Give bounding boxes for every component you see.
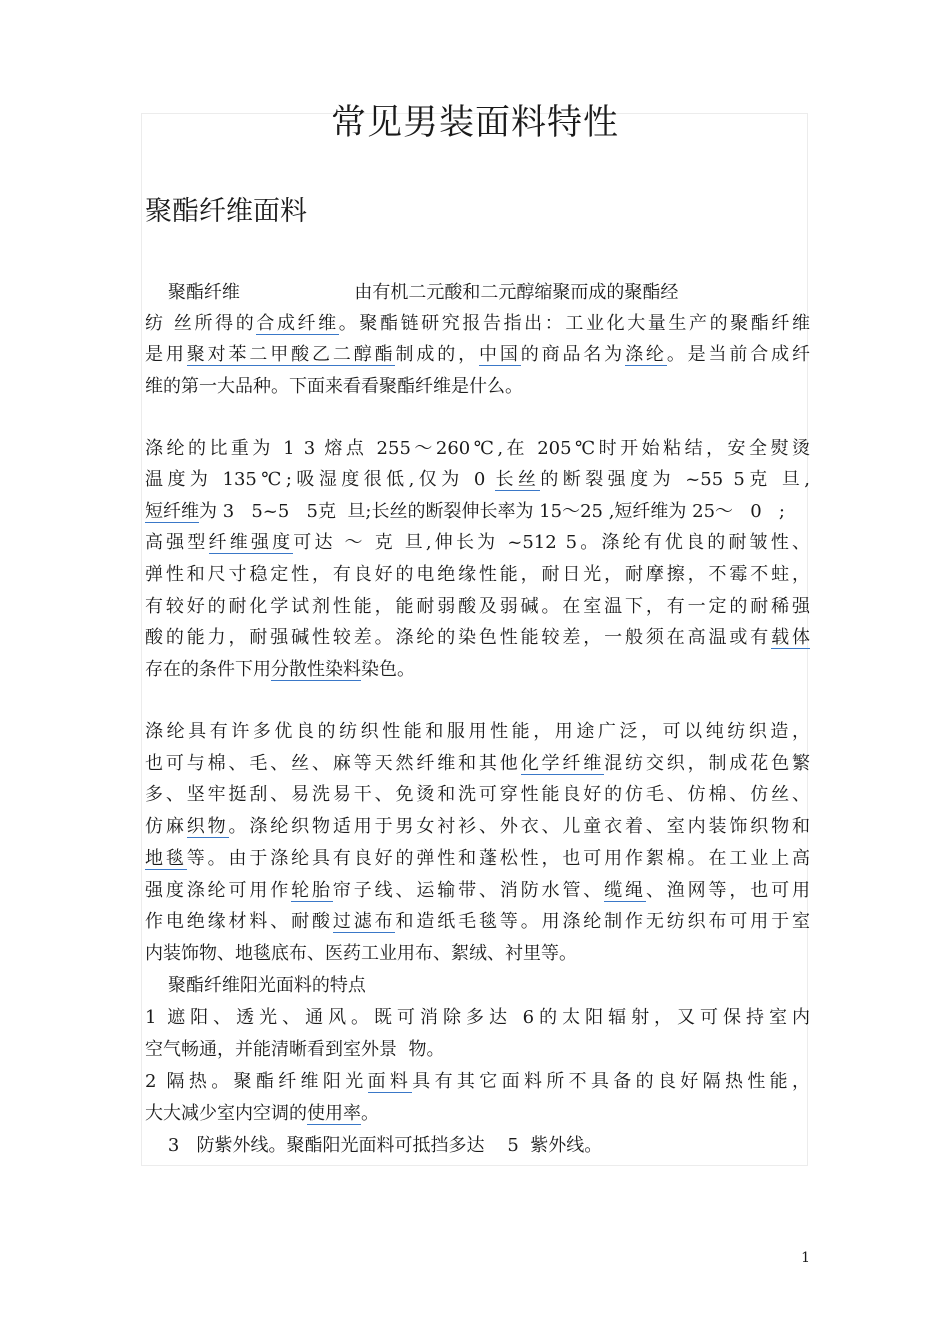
text-run: 。涤纶织物适用于男女衬衫、外衣、儿童衣着、室内装饰织物和	[228, 816, 810, 837]
page-number: 1	[801, 1250, 810, 1266]
text-run: 仿麻	[145, 816, 187, 837]
text-line	[145, 277, 810, 309]
text-run: 高强型	[145, 532, 209, 553]
text-line	[145, 716, 810, 748]
text-run: 是用	[145, 344, 187, 365]
term-link[interactable]: 化学纤维	[520, 753, 605, 774]
text-line	[145, 906, 810, 938]
text-line	[145, 308, 810, 340]
text-run: 1 遮阳、透光、通风。既可消除多达 6的太阳辐射，又可保持室内	[145, 1007, 810, 1028]
text-line	[145, 938, 810, 970]
text-line	[145, 779, 810, 811]
term-link[interactable]: 聚对苯二甲酸乙二醇酯	[186, 344, 396, 365]
text-run: 2 隔热。聚酯纤维阳光	[145, 1071, 368, 1092]
term-link[interactable]: 过滤布	[332, 911, 396, 932]
text-run: 等。由于涤纶具有良好的弹性和蓬松性，也可用作絮棉。在工业上高	[186, 848, 810, 869]
text-run: 3 防紫外线。聚酯阳光面料可抵挡多达 5 紫外线。	[145, 1135, 603, 1156]
term-link[interactable]: 使用率	[307, 1103, 361, 1124]
text-run: 多、坚牢挺刮、易洗易干、免烫和洗可穿性能良好的仿毛、仿棉、仿丝、	[145, 784, 810, 805]
text-run: 、渔网等，也可用	[645, 880, 810, 901]
text-run: 内装饰物、地毯底布、医药工业用布、絮绒、衬里等。	[145, 943, 577, 964]
text-line	[145, 811, 810, 843]
term-link[interactable]: 长丝	[495, 469, 541, 490]
text-run: 。	[361, 1103, 379, 1124]
term-link[interactable]: 轮胎	[291, 880, 333, 901]
term-link[interactable]: 载体	[771, 627, 810, 648]
text-run: 的商品名为	[520, 344, 626, 365]
term-link[interactable]: 缆绳	[604, 880, 646, 901]
text-run: 有较好的耐化学试剂性能，能耐弱酸及弱碱。在室温下，有一定的耐稀强	[145, 596, 810, 617]
text-run: 帘子线、运输带、消防水管、	[332, 880, 605, 901]
text-line	[145, 339, 810, 371]
text-run: 空气畅通，并能清晰看到室外景 物。	[145, 1039, 445, 1060]
text-run: 可达 ～ 克 旦,伸长为 ~512 5。涤纶有优良的耐皱性、	[293, 532, 810, 553]
term-link[interactable]: 纤维强度	[208, 532, 294, 553]
text-run: 。聚酯链研究报告指出：工业化大量生产的聚酯纤维	[338, 313, 810, 334]
text-line	[145, 433, 810, 465]
text-run: 。是当前合成纤	[666, 344, 810, 365]
term-link[interactable]: 短纤维	[145, 501, 199, 522]
term-link[interactable]: 中国	[478, 344, 521, 365]
text-run: 染色。	[361, 659, 415, 680]
text-line	[145, 1066, 810, 1098]
text-run: 也可与棉、毛、丝、麻等天然纤维和其他	[145, 753, 521, 774]
text-run: 聚酯纤维阳光面料的特点	[145, 975, 366, 996]
text-run: 温度为 135℃;吸湿度很低,仅为 0	[145, 469, 496, 490]
text-run: 涤纶具有许多优良的纺织性能和服用性能，用途广泛，可以纯纺织造，	[145, 721, 810, 742]
text-run: 制成的，	[395, 344, 479, 365]
text-run: 为 3 5~5 5克 旦;长丝的断裂伸长率为 15～25 ,短纤维为 25～ 0 ;	[199, 501, 785, 522]
text-line	[145, 1002, 810, 1034]
text-line	[145, 591, 810, 623]
text-run: 存在的条件下用	[145, 659, 271, 680]
term-link[interactable]: 面料	[367, 1071, 413, 1092]
text-line	[145, 527, 810, 559]
text-line	[145, 748, 810, 780]
text-line	[145, 654, 810, 686]
page-title: 常见男装面料特性	[330, 103, 619, 143]
text-run: 聚酯纤维 由有机二元酸和二元醇缩聚而成的聚酯经	[145, 282, 679, 303]
term-link[interactable]: 织物	[186, 816, 229, 837]
term-link[interactable]: 合成纤维	[256, 313, 339, 334]
text-line	[145, 1130, 810, 1162]
text-line	[145, 1034, 810, 1066]
text-run: 大大减少室内空调的	[145, 1103, 307, 1124]
term-link[interactable]: 分散性染料	[271, 659, 361, 680]
text-run: 弹性和尺寸稳定性，有良好的电绝缘性能，耐日光，耐摩擦，不霉不蛀，	[145, 564, 810, 585]
text-run: 强度涤纶可用作	[145, 880, 292, 901]
text-run: 和造纸毛毯等。用涤纶制作无纺织布可用于室	[395, 911, 810, 932]
text-run: 的断裂强度为 ~55 5克 旦,	[540, 469, 810, 490]
text-line	[145, 875, 810, 907]
text-run: 混纺交织，制成花色繁	[604, 753, 810, 774]
text-run: 维的第一大品种。下面来看看聚酯纤维是什么。	[145, 376, 523, 397]
text-run: 作电绝缘材料、耐酸	[145, 911, 333, 932]
text-line	[145, 970, 810, 1002]
text-line	[145, 496, 810, 528]
text-line	[145, 622, 810, 654]
text-line	[145, 464, 810, 496]
text-line	[145, 559, 810, 591]
text-line	[145, 1098, 810, 1130]
text-run: 涤纶的比重为 1 3 熔点 255～260℃,在 205℃时开始粘结，安全熨烫	[145, 438, 810, 459]
text-run: 纺 丝所得的	[145, 313, 257, 334]
text-run: 具有其它面料所不具备的良好隔热性能，	[412, 1071, 810, 1092]
term-link[interactable]: 涤纶	[625, 344, 667, 365]
term-link[interactable]: 地毯	[145, 848, 187, 869]
text-line	[145, 843, 810, 875]
text-line	[145, 371, 810, 403]
text-run: 酸的能力，耐强碱性较差。涤纶的染色性能较差，一般须在高温或有	[145, 627, 772, 648]
section-heading: 聚酯纤维面料	[145, 196, 307, 227]
